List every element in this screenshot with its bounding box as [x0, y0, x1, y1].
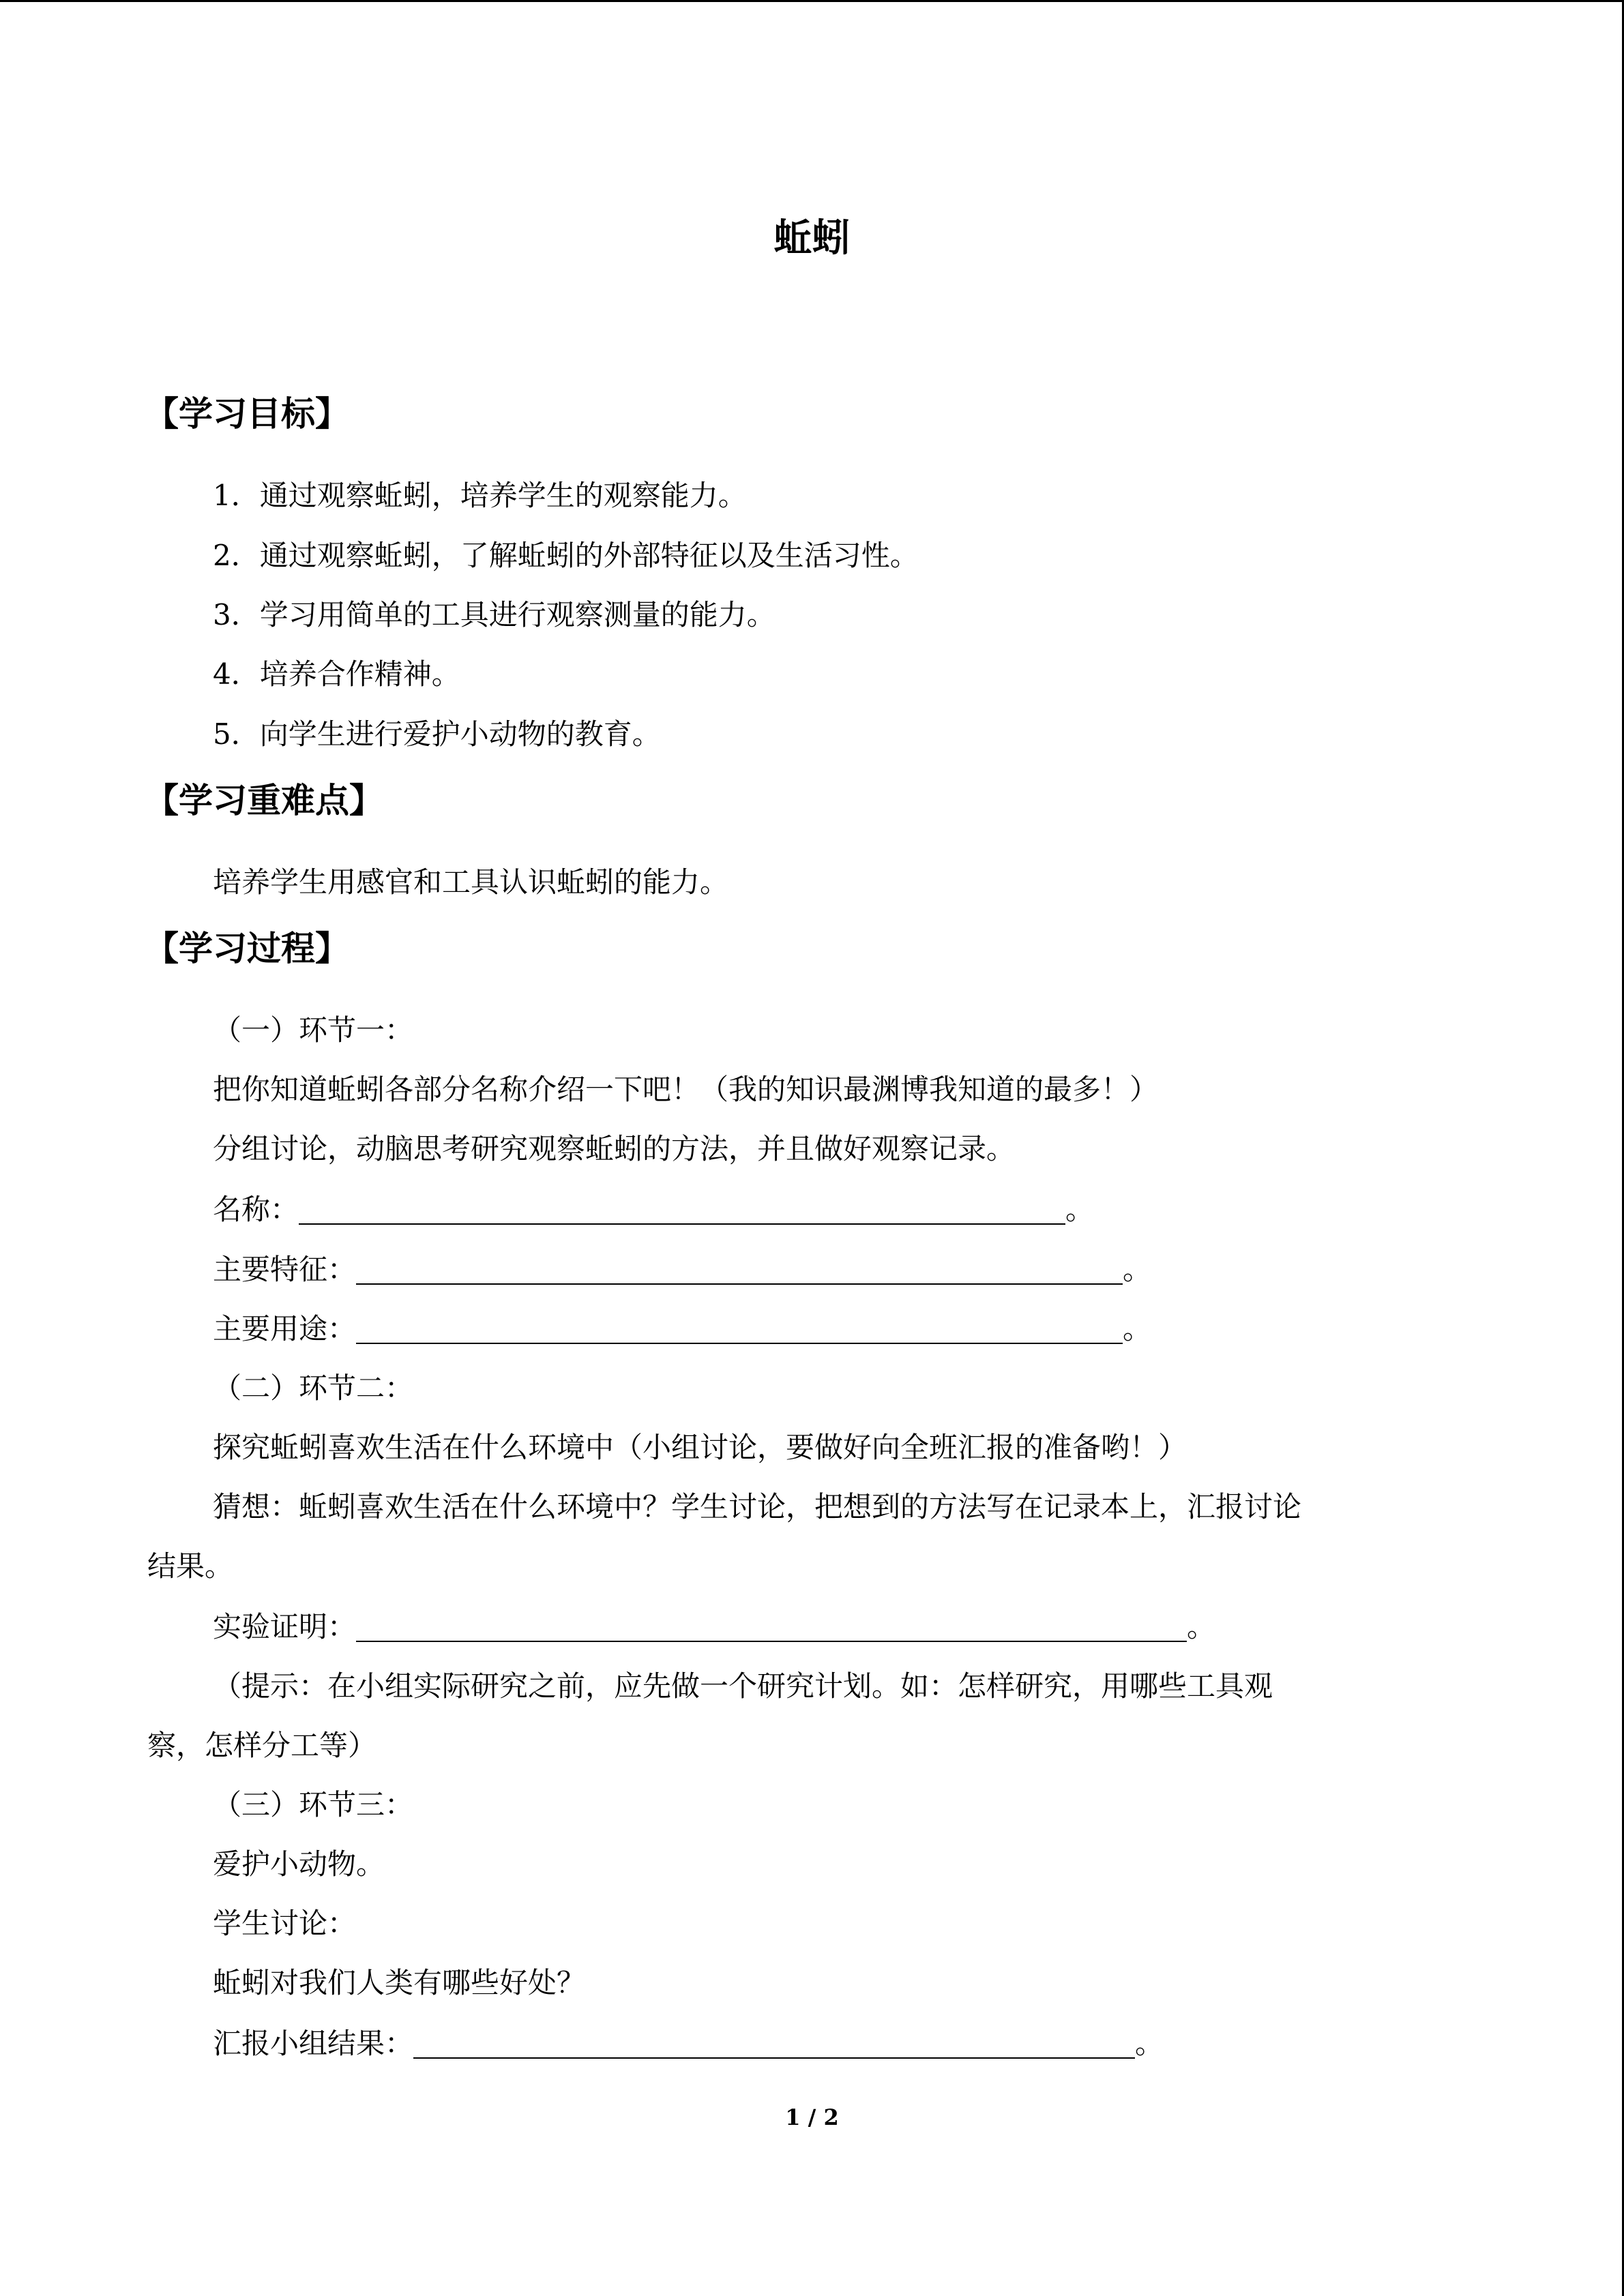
end-mark: 。	[1135, 2027, 1164, 2060]
report-blank[interactable]	[413, 2027, 1135, 2059]
name-field-row	[213, 1189, 1094, 1230]
feature-blank[interactable]	[356, 1253, 1123, 1285]
use-blank[interactable]	[356, 1313, 1123, 1344]
stage1-intro: 把你知道蚯蚓各部分名称介绍一下吧！（我的知识最渊博我知道的最多！）	[213, 1073, 1159, 1106]
name-label: 名称：	[213, 1193, 299, 1226]
stage3-topic: 爱护小动物。	[213, 1847, 385, 1881]
use-label: 主要用途：	[213, 1312, 357, 1345]
stage1-label: （一）环节一：	[213, 1013, 414, 1047]
goal-item-4: 4．培养合作精神。	[213, 657, 460, 691]
document-title: 蚯蚓	[773, 216, 851, 260]
question-text: 蚯蚓对我们人类有哪些好处？	[213, 1966, 586, 1999]
guess-line-1: 猜想：蚯蚓喜欢生活在什么环境中？学生讨论，把想到的方法写在记录本上，汇报讨论	[213, 1490, 1302, 1523]
goal-item-3: 3．学习用简单的工具进行观察测量的能力。	[213, 598, 776, 631]
feature-field-row	[213, 1249, 1151, 1290]
heading-key-points: 【学习重难点】	[145, 781, 383, 820]
discuss-label: 学生讨论：	[213, 1907, 357, 1940]
feature-label: 主要特征：	[213, 1253, 357, 1286]
proof-label: 实验证明：	[213, 1610, 357, 1643]
stage2-label: （二）环节二：	[213, 1371, 414, 1405]
stage3-label: （三）环节三：	[213, 1788, 414, 1821]
key-points-text: 培养学生用感官和工具认识蚯蚓的能力。	[213, 865, 729, 899]
stage2-intro: 探究蚯蚓喜欢生活在什么环境中（小组讨论，要做好向全班汇报的准备哟！）	[213, 1431, 1187, 1464]
heading-learning-goals: 【学习目标】	[145, 394, 349, 434]
use-field-row	[213, 1309, 1151, 1350]
page-border-top	[0, 0, 1624, 2]
stage1-task: 分组讨论，动脑思考研究观察蚯蚓的方法，并且做好观察记录。	[213, 1132, 1016, 1165]
end-mark: 。	[1065, 1193, 1095, 1226]
proof-blank[interactable]	[356, 1611, 1187, 1642]
hint-line-2: 察，怎样分工等）	[147, 1729, 377, 1762]
report-label: 汇报小组结果：	[213, 2027, 414, 2060]
goal-item-5: 5．向学生进行爱护小动物的教育。	[213, 717, 661, 751]
proof-field-row	[213, 1607, 1215, 1648]
heading-learning-process: 【学习过程】	[145, 929, 349, 968]
report-field-row	[213, 2023, 1164, 2064]
page-number: 1 / 2	[785, 2104, 839, 2130]
goal-item-1: 1．通过观察蚯蚓，培养学生的观察能力。	[213, 479, 747, 512]
end-mark: 。	[1187, 1610, 1216, 1643]
hint-line-1: （提示：在小组实际研究之前，应先做一个研究计划。如：怎样研究，用哪些工具观	[213, 1669, 1273, 1703]
end-mark: 。	[1123, 1312, 1152, 1345]
guess-line-2: 结果。	[147, 1549, 234, 1583]
name-blank[interactable]	[299, 1193, 1065, 1225]
goal-item-2: 2．通过观察蚯蚓，了解蚯蚓的外部特征以及生活习性。	[213, 539, 919, 572]
end-mark: 。	[1123, 1253, 1152, 1286]
